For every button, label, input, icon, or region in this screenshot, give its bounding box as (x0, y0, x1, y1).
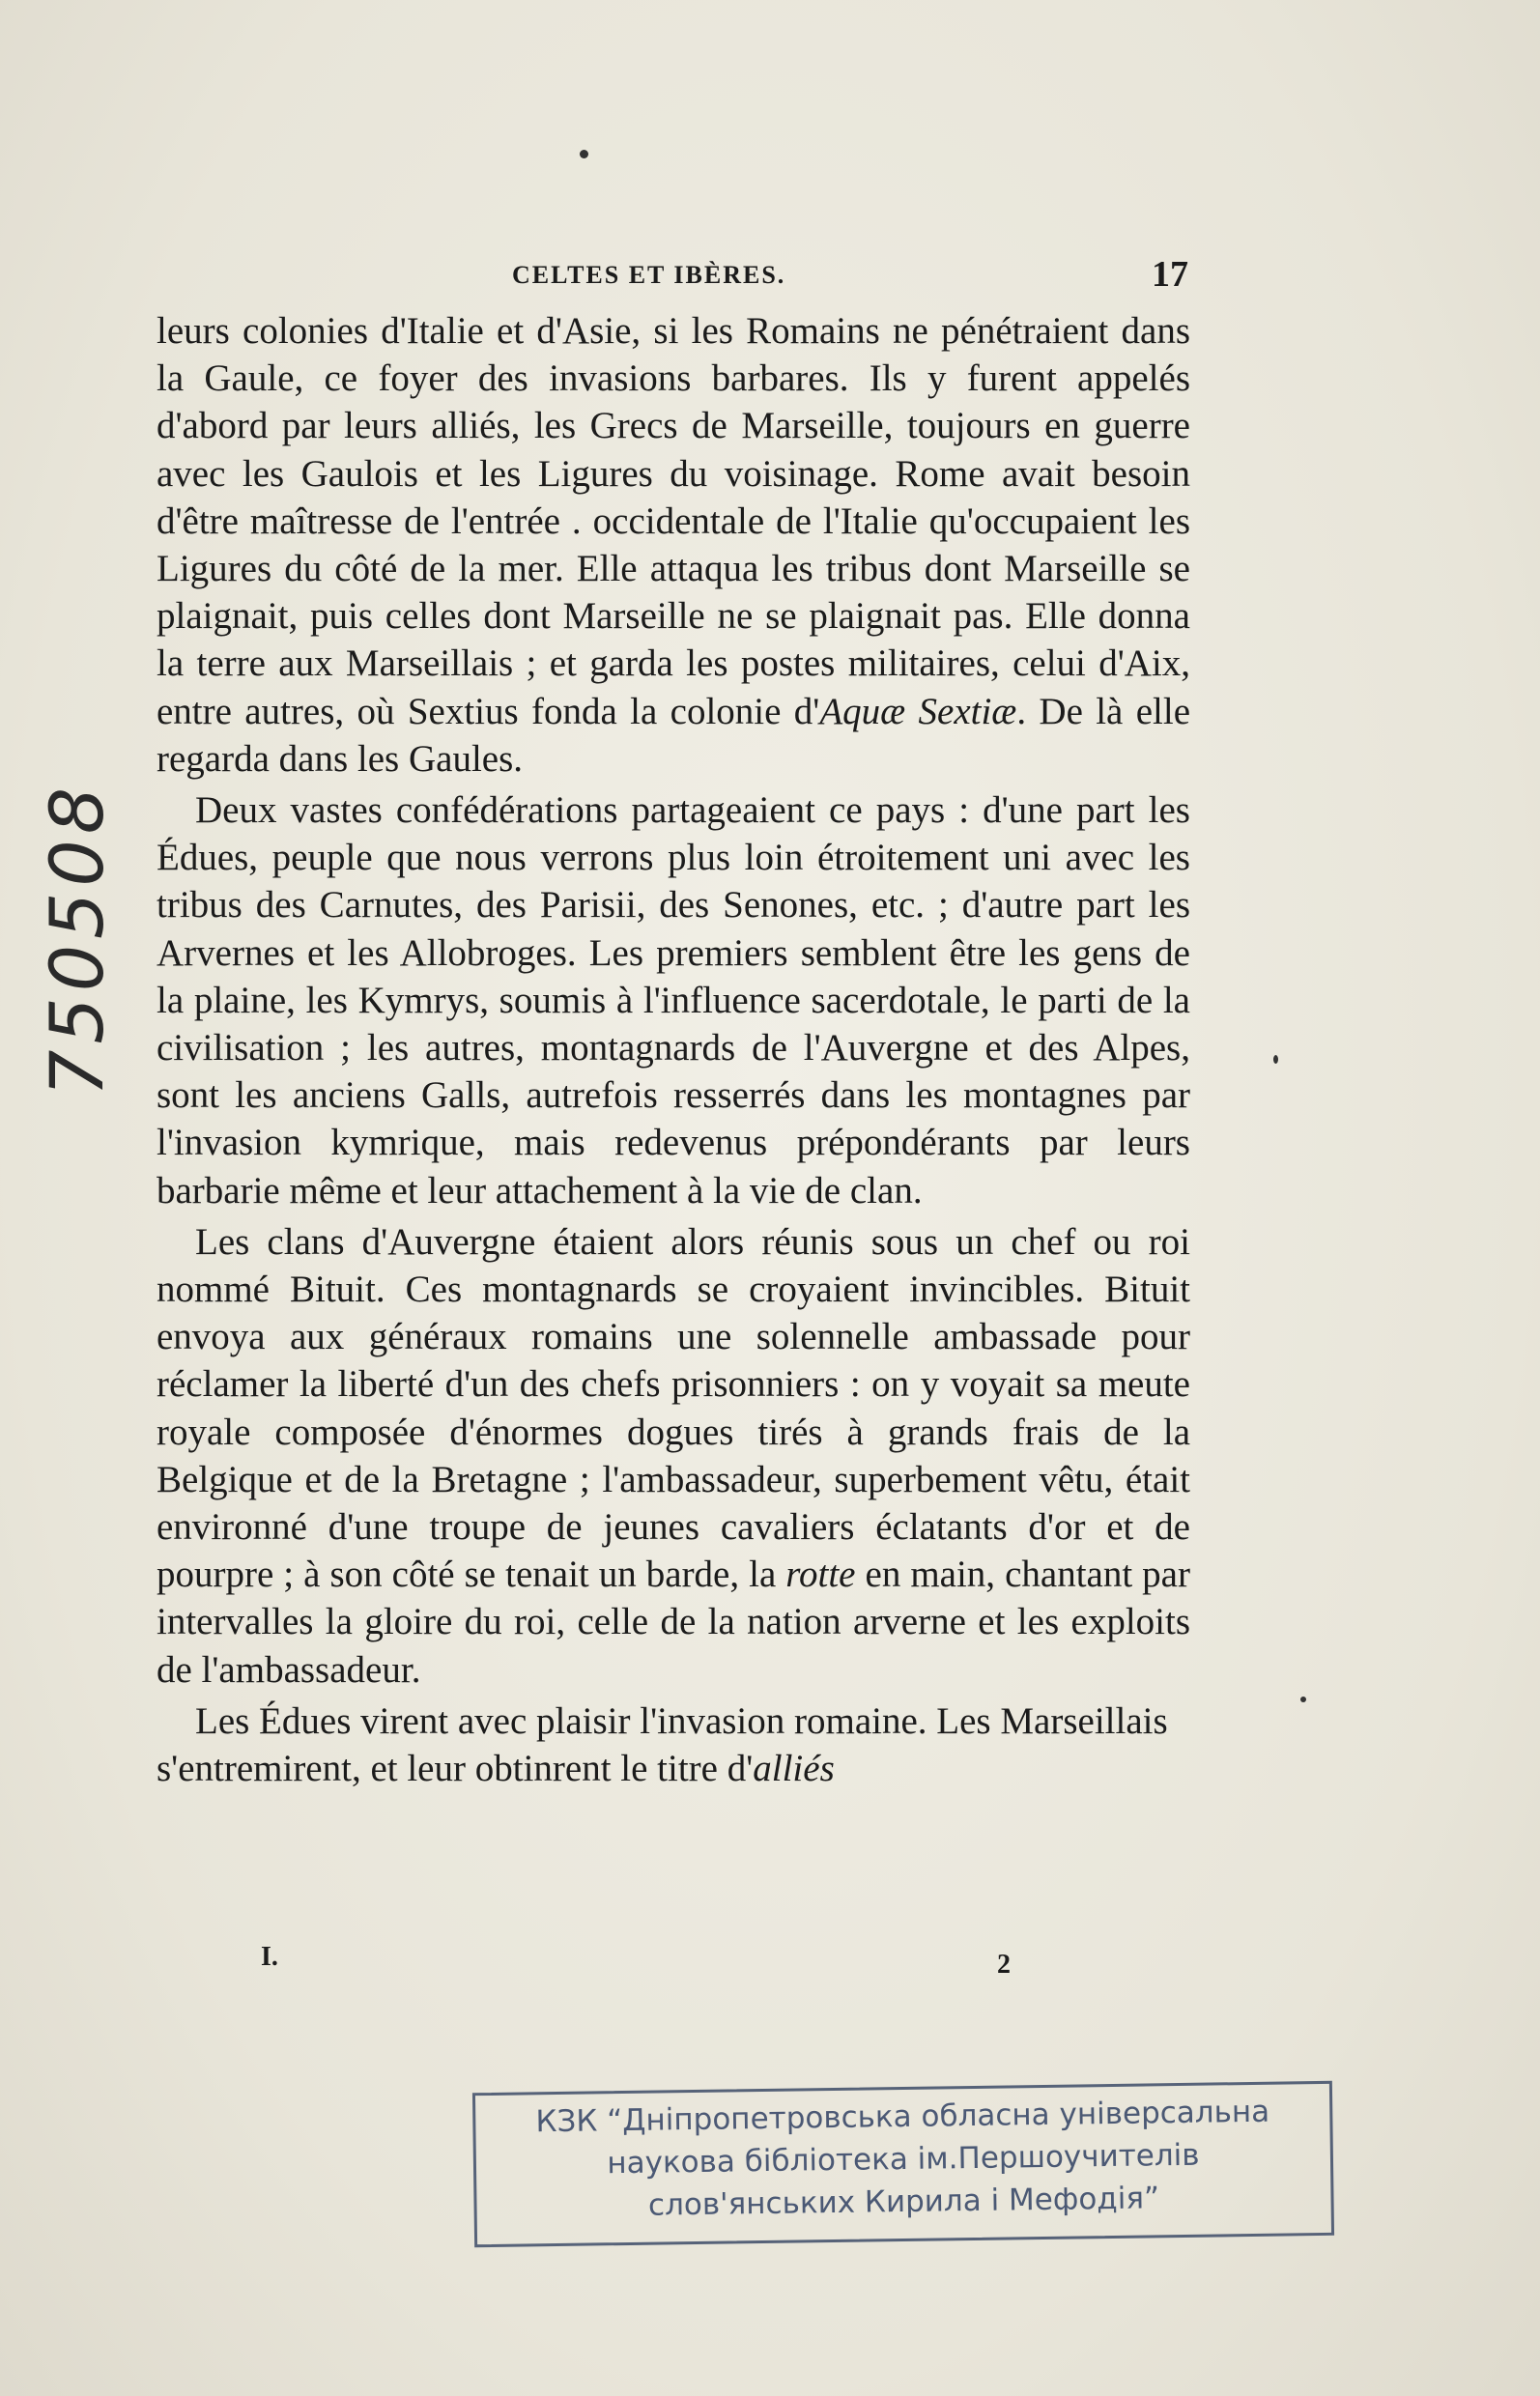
paragraph-text: . De là elle regarda dans les Gaules. (157, 690, 1191, 780)
running-title: CELTES ET IBÈRES. (512, 261, 786, 289)
ink-speck (580, 150, 588, 158)
italic-term: Aquæ Sextiæ (819, 690, 1017, 732)
handwritten-inventory-number: 750508 (34, 781, 120, 1097)
paragraph-text: leurs colonies d'Italie et d'Asie, si les Romains ne pénétraient dans la Gaule, ce foyer des invasions barbares. Ils y furent appelés d'abord par leurs alliés, les Grecs de Marseille, toujours en guerre avec les Gaulois et les Ligures du voisinage. Rome avait besoin d'être maîtresse de l'entrée . occidentale de l'Italie qu'occupaient les Ligures du côté de la mer. Elle attaqua les tribus dont Marseille se plaignait, puis celles dont Marseille ne se plaignait pas. Elle donna la terre aux Marseillais ; et garda les postes militaires, celui d'Aix, entre autres, où Sextius fonda la colonie d' (157, 310, 1190, 732)
signature-mark: I. (261, 1942, 278, 1972)
sheet-number: 2 (997, 1950, 1011, 1980)
ink-speck (1273, 1055, 1278, 1064)
italic-term: rotte (785, 1554, 856, 1596)
paragraph (157, 307, 1190, 783)
body-text (157, 307, 1190, 1792)
paragraph: Deux vastes confédérations partageaient ce pays : d'une part les Édues, peuple que nous verrons plus loin étroitement uni avec les tribus des Carnutes, des Parisii, des Senones, etc. ; d'autre part les Arvernes et les Allobroges. Les premiers semblent être les gens de la plaine, les Kymrys, soumis à l'influence sacerdotale, le parti de la civilisation ; les autres, montagnards de l'Auvergne et des Alpes, sont les anciens Galls, autrefois resserrés dans les montagnes par l'invasion kymrique, mais redevenus prépondérants par leurs barbarie même et leur attachement à la vie de clan. (157, 789, 1190, 1212)
stamp-line: наукова бібліотека ім.Першоучителів (607, 2137, 1200, 2182)
paragraph-text: Les Édues virent avec plaisir l'invasion romaine. Les Marseillais s'entremirent, et leur obtinrent le titre d' (157, 1699, 1168, 1790)
paragraph-text: en main, chantant par intervalles la gloire du roi, celle de la nation arverne et les exploits de l'ambassadeur. (157, 1554, 1190, 1691)
stamp-line: КЗК “Дніпропетровська обласна універсальна (535, 2094, 1270, 2140)
page-number: 17 (1152, 254, 1188, 295)
library-stamp (472, 2081, 1334, 2247)
italic-term: alliés (753, 1748, 835, 1790)
running-head (164, 253, 1188, 295)
stamp-line: слов'янських Кирила і Мефодія” (647, 2181, 1160, 2223)
paragraph (157, 1697, 1190, 1792)
ink-speck (1300, 1697, 1306, 1702)
paragraph-text: Les clans d'Auvergne étaient alors réunis sous un chef ou roi nommé Bituit. Ces montagnards se croyaient invincibles. Bituit envoya aux généraux romains une solennelle ambassade pour réclamer la liberté d'un des chefs prisonniers : on y voyait sa meute royale composée d'énormes dogues tirés à grands frais de la Belgique et de la Bretagne ; l'ambassadeur, superbement vêtu, était environné d'une troupe de jeunes cavaliers éclatants d'or et de pourpre ; à son côté se tenait un barde, la (157, 1220, 1190, 1596)
paragraph (157, 1218, 1190, 1694)
